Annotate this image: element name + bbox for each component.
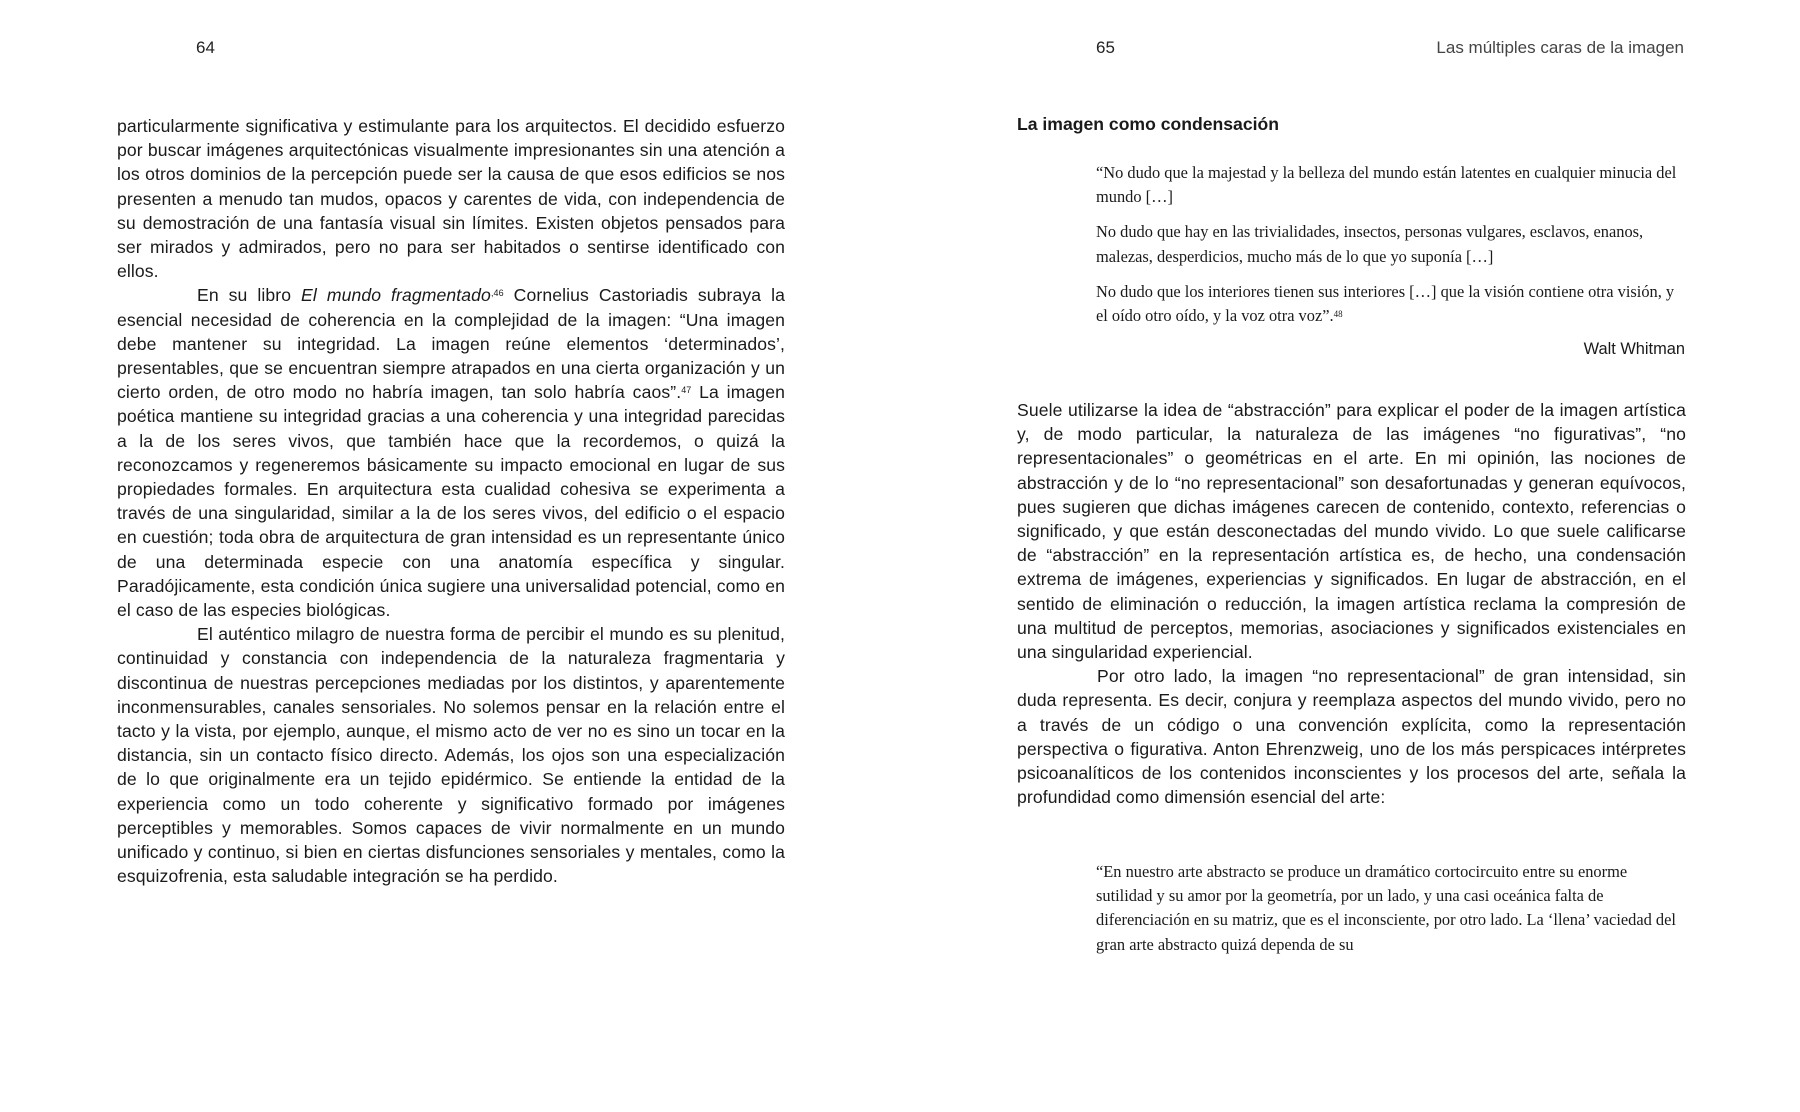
right-body-text bbox=[1017, 398, 1686, 809]
paragraph: Por otro lado, la imagen “no representacional” de gran intensidad, sin duda representa. Es decir, conjura y reemplaza aspectos del mundo vivido, pero no a través de un código o una convención explícita, como la representación perspectiva o figurativa. Anton Ehrenzweig, uno de los más perspicaces intérpretes psicoanalíticos de los contenidos inconscientes y los procesos del arte, señala la profundidad como dimensión esencial del arte: bbox=[1017, 666, 1686, 808]
text-run: En su libro bbox=[197, 285, 302, 306]
footnote-ref: ,46 bbox=[490, 288, 504, 299]
footnote-ref: 47 bbox=[681, 385, 692, 396]
book-title: El mundo fragmentado bbox=[301, 285, 491, 306]
epigraph-line: No dudo que hay en las trivialidades, insectos, personas vulgares, esclavos, enanos, malezas, desperdicios, mucho más de lo que yo suponía […] bbox=[1096, 222, 1644, 266]
epigraph-line bbox=[1096, 280, 1686, 328]
epigraph-line: “No dudo que la majestad y la belleza del mundo están latentes en cualquier minucia del mundo […] bbox=[1096, 163, 1677, 207]
block-quote bbox=[1096, 860, 1676, 957]
section-heading: La imagen como condensación bbox=[1017, 114, 1280, 134]
text-run: No dudo que los interiores tienen sus interiores […] que la visión contiene otra visión, y el oído otro oído, y la voz otra voz”. bbox=[1096, 281, 1675, 326]
epigraph-attribution: Walt Whitman bbox=[1583, 340, 1685, 358]
paragraph: El auténtico milagro de nuestra forma de percibir el mundo es su plenitud, continuidad y constancia con independencia de la naturaleza fragmentaria y discontinua de nuestras percepciones mediadas por los distintos, y aparentemente inconmensurables, canales sensoriales. No solemos pensar en la relación entre el tacto y la vista, por ejemplo, aunque, el mismo acto de ver no es sino un tocar en la distancia, sin un contacto físico directo. Además, los ojos son una especialización de lo que originalmente era un tejido epidérmico. Se entiende la entidad de la experiencia como un todo coherente y significativo formado por imágenes perceptibles y memorables. Somos capaces de vivir normalmente en un mundo unificado y continuo, si bien en ciertas disfunciones sensoriales y mentales, como la esquizofrenia, esta saludable integración se ha perdido. bbox=[117, 624, 785, 887]
text-run: La imagen poética mantiene su integridad gracias a una coherencia y una integridad parecidas a la de los seres vivos, que también hace que la recordemos, o quizá la reconozcamos y regeneremos básicamente su impacto emocional en lugar de sus propiedades formales. En arquitectura esta cualidad cohesiva se experimenta a través de una singularidad, similar a la de los seres vivos, del edificio o el espacio en cuestión; toda obra de arquitectura de gran intensidad es un representante único de una determinada especie con una anatomía específica y singular. Paradójicamente, esta condición única sugiere una universalidad potencial, como en el caso de las especies biológicas. bbox=[117, 382, 785, 621]
epigraph bbox=[1096, 161, 1686, 339]
page-number: 65 bbox=[1096, 38, 1115, 57]
paragraph: particularmente significativa y estimulante para los arquitectos. El decidido esfuerzo por buscar imágenes arquitectónicas visualmente impresionantes sin una atención a los otros dominios de la percepción puede ser la causa de que esos edificios se nos presenten a menudo tan mudos, opacos y carentes de vida, con independencia de su demostración de una fantasía visual sin límites. Existen objetos pensados para ser mirados y admirados, pero no para ser habitados o sentirse identificado con ellos. bbox=[117, 116, 785, 282]
block-quote-text: “En nuestro arte abstracto se produce un dramático cortocircuito entre su enorme sutilidad y su amor por la geometría, por un lado, y una casi oceánica falta de diferenciación en su matriz, que es el inconsciente, por otro lado. La ‘llena’ vaciedad del gran arte abstracto quizá dependa de su bbox=[1096, 862, 1676, 954]
left-body-text bbox=[117, 114, 785, 889]
paragraph bbox=[117, 283, 785, 622]
running-head: Las múltiples caras de la imagen bbox=[1436, 38, 1684, 57]
text-run: Cornelius Castoriadis subraya la esencial necesidad de coherencia en la complejidad de la imagen: “Una imagen debe mantener su integridad. La imagen reúne elementos ‘determinados’, presentables, que se encuentran siempre atrapados en una cierta organización y un cierto orden, de otro modo no habría imagen, tan solo habría caos”. bbox=[117, 285, 785, 403]
footnote-ref: 48 bbox=[1333, 309, 1343, 320]
paragraph: Suele utilizarse la idea de “abstracción” para explicar el poder de la imagen artística y, de modo particular, la naturaleza de las imágenes “no figurativas”, “no representacionales” o geométricas en el arte. En mi opinión, las nociones de abstracción y de lo “no representacional” son desafortunadas y generan equívocos, pues sugieren que dichas imágenes carecen de contenido, contexto, referencias o significado, y que están desconectadas del mundo vivido. Lo que suele calificarse de “abstracción” en la representación artística es, de hecho, una condensación extrema de imágenes, experiencias y significados. En lugar de abstracción, en el sentido de eliminación o reducción, la imagen artística reclama la compresión de una multitud de perceptos, memorias, asociaciones y significados existenciales en una singularidad experiencial. bbox=[1017, 400, 1686, 663]
page-number: 64 bbox=[196, 38, 215, 57]
